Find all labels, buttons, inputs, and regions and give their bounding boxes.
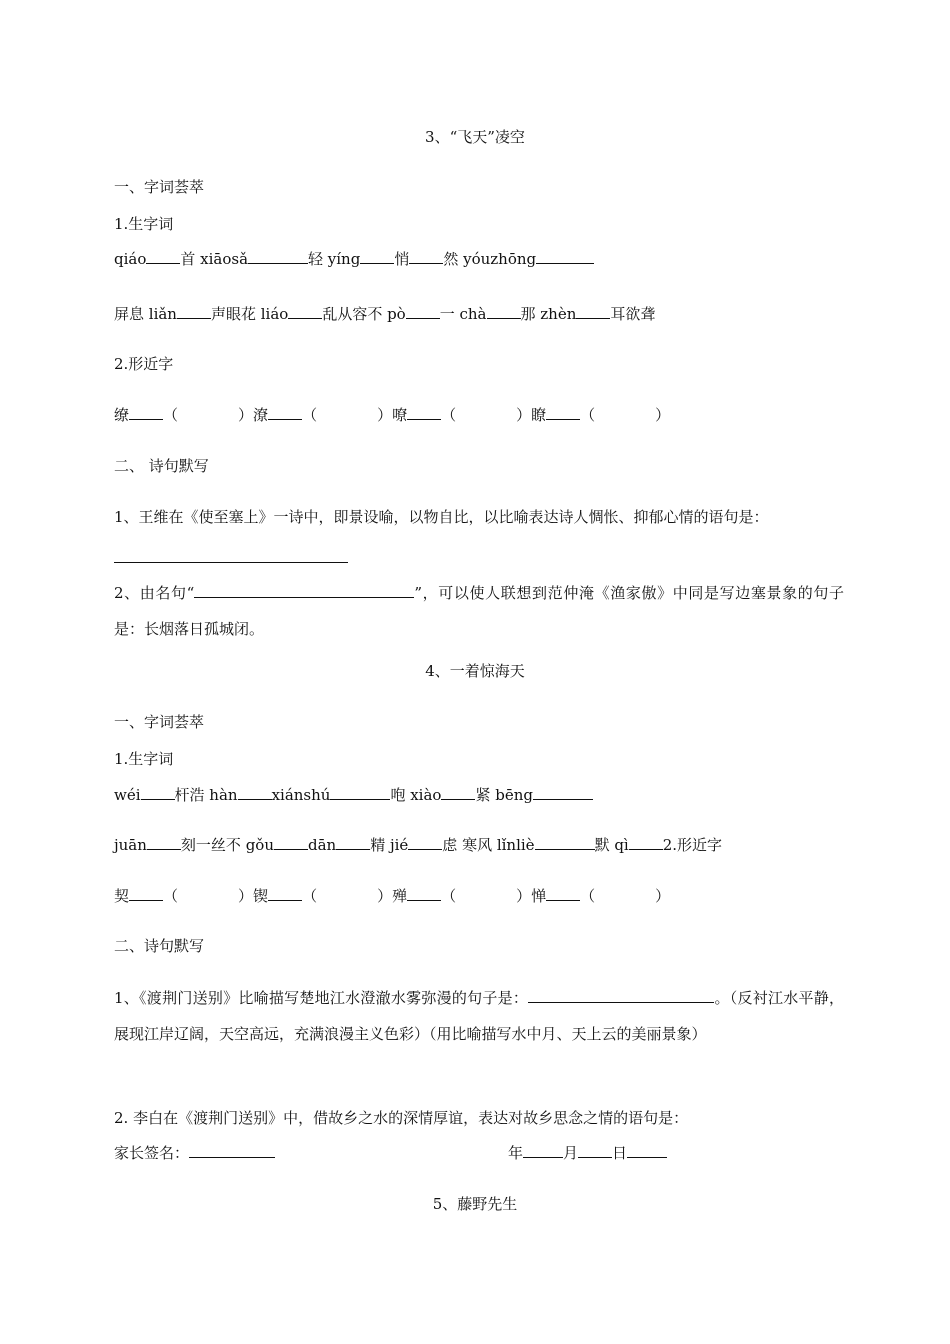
- text: 咆 xiào: [390, 786, 442, 804]
- blank[interactable]: [129, 886, 163, 901]
- s4-pinyin-line-1: [114, 785, 593, 805]
- s3-q1-answer-line[interactable]: [114, 562, 348, 563]
- blank[interactable]: [546, 405, 580, 420]
- section-4-title: 4、一着惊海天: [425, 662, 525, 680]
- char: 缭: [114, 406, 130, 424]
- month-blank[interactable]: [578, 1143, 612, 1158]
- blank[interactable]: [407, 405, 441, 420]
- text: 屏息 liǎn: [114, 305, 177, 323]
- text: 精 jié: [370, 836, 409, 854]
- blank[interactable]: [441, 785, 475, 800]
- text: 虑 寒风 lǐnliè: [442, 836, 535, 854]
- s3-similar-chars-line: 缭 （ ）潦 （ ）嘹 （ ）瞭 （ ）: [114, 406, 671, 424]
- text: wéi: [114, 786, 141, 804]
- blank[interactable]: [336, 835, 370, 850]
- blank[interactable]: [147, 835, 181, 850]
- text: 刻一丝不 gǒu: [180, 836, 274, 854]
- blank[interactable]: [146, 249, 180, 264]
- char: 锲: [253, 887, 269, 905]
- section-3-title: 3、“飞天”凌空: [425, 128, 525, 146]
- blank[interactable]: [129, 405, 163, 420]
- text: 2、由名句“: [114, 584, 195, 602]
- blank[interactable]: [546, 886, 580, 901]
- s3-pinyin-line-2: [114, 304, 655, 324]
- s3-sub-heading-new-words: 1.生字词: [114, 215, 174, 233]
- text: ”，可以使人联想到范仲淹《渔家傲》中同是写边塞景象的句子是：长烟落日孤城闭。: [114, 584, 844, 638]
- text: 杆浩 hàn: [174, 786, 238, 804]
- blank[interactable]: [487, 304, 521, 319]
- blank[interactable]: [406, 304, 440, 319]
- blank[interactable]: [238, 785, 272, 800]
- s4-question-2: 2. 李白在《渡荆门送别》中，借故乡之水的深情厚谊，表达对故乡思念之情的语句是：: [114, 1109, 689, 1127]
- text: 紧 bēng: [475, 786, 533, 804]
- s3-question-1: 1、王维在《使至塞上》一诗中，即景设喻，以物自比，以比喻表达诗人惆怅、抑郁心情的语句是：: [114, 508, 769, 526]
- s3-heading-poetry: 二、 诗句默写: [114, 457, 209, 475]
- year-label: 年: [508, 1144, 524, 1162]
- blank[interactable]: [268, 405, 302, 420]
- blank[interactable]: [409, 249, 443, 264]
- blank[interactable]: [248, 249, 308, 264]
- day-blank[interactable]: [627, 1143, 667, 1158]
- blank[interactable]: [194, 583, 414, 598]
- blank[interactable]: [177, 304, 211, 319]
- blank[interactable]: [407, 886, 441, 901]
- blank[interactable]: [330, 785, 390, 800]
- s4-question-1: [114, 980, 844, 1052]
- text: 首 xiāosǎ: [180, 250, 249, 268]
- char: 潦: [253, 406, 269, 424]
- char: 惮: [531, 887, 547, 905]
- blank[interactable]: [408, 835, 442, 850]
- s4-sub-heading-new-words: 1.生字词: [114, 750, 174, 768]
- parent-signature: [114, 1143, 275, 1163]
- blank[interactable]: [528, 988, 714, 1003]
- blank[interactable]: [268, 886, 302, 901]
- blank[interactable]: [141, 785, 175, 800]
- date-line: [508, 1143, 667, 1163]
- text: 耳欲聋: [610, 305, 656, 323]
- text: 乱从容不 pò: [322, 305, 406, 323]
- text: dān: [307, 836, 337, 854]
- text: 1、《渡荆门送别》比喻描写楚地江水澄澈水雾弥漫的句子是：: [114, 989, 529, 1007]
- s3-sub-heading-similar-chars: 2.形近字: [114, 355, 174, 373]
- blank[interactable]: [629, 835, 663, 850]
- signature-label: 家长签名：: [114, 1144, 190, 1162]
- s4-heading-words: 一、字词荟萃: [114, 713, 205, 731]
- char: 嘹: [392, 406, 408, 424]
- blank[interactable]: [288, 304, 322, 319]
- blank[interactable]: [533, 785, 593, 800]
- year-blank[interactable]: [523, 1143, 563, 1158]
- month-label: 月: [563, 1144, 579, 1162]
- text: qiáo: [114, 250, 147, 268]
- text: 轻 yíng: [308, 250, 361, 268]
- s3-question-2: [114, 575, 844, 647]
- s4-heading-poetry: 二、诗句默写: [114, 937, 205, 955]
- text: 默 qì: [594, 836, 629, 854]
- text: 2.形近字: [662, 836, 723, 854]
- text: 。（反衬江水平静，展现江岸辽阔，天空高远，充满浪漫主义色彩）（用比喻描写水中月、天上云的美丽景象）: [114, 989, 844, 1043]
- blank[interactable]: [535, 835, 595, 850]
- signature-blank[interactable]: [189, 1143, 275, 1158]
- text: 然 yóuzhōng: [443, 250, 537, 268]
- text: 声眼花 liáo: [210, 305, 289, 323]
- char: 契: [114, 887, 130, 905]
- section-5-title: 5、藤野先生: [432, 1195, 518, 1213]
- blank[interactable]: [360, 249, 394, 264]
- day-label: 日: [612, 1144, 628, 1162]
- char: 瞭: [531, 406, 547, 424]
- text: 悄: [394, 250, 410, 268]
- char: 殚: [392, 887, 408, 905]
- text: xiánshú: [271, 786, 331, 804]
- s4-pinyin-line-2: [114, 835, 722, 855]
- s3-pinyin-line-1: [114, 249, 594, 269]
- text: juān: [114, 836, 147, 854]
- blank[interactable]: [274, 835, 308, 850]
- blank[interactable]: [576, 304, 610, 319]
- text: 一 chà: [439, 305, 487, 323]
- s3-heading-words: 一、字词荟萃: [114, 178, 205, 196]
- blank[interactable]: [536, 249, 594, 264]
- s4-similar-chars-line: 契 （ ）锲 （ ）殚 （ ）惮 （ ）: [114, 887, 671, 905]
- text: 那 zhèn: [520, 305, 577, 323]
